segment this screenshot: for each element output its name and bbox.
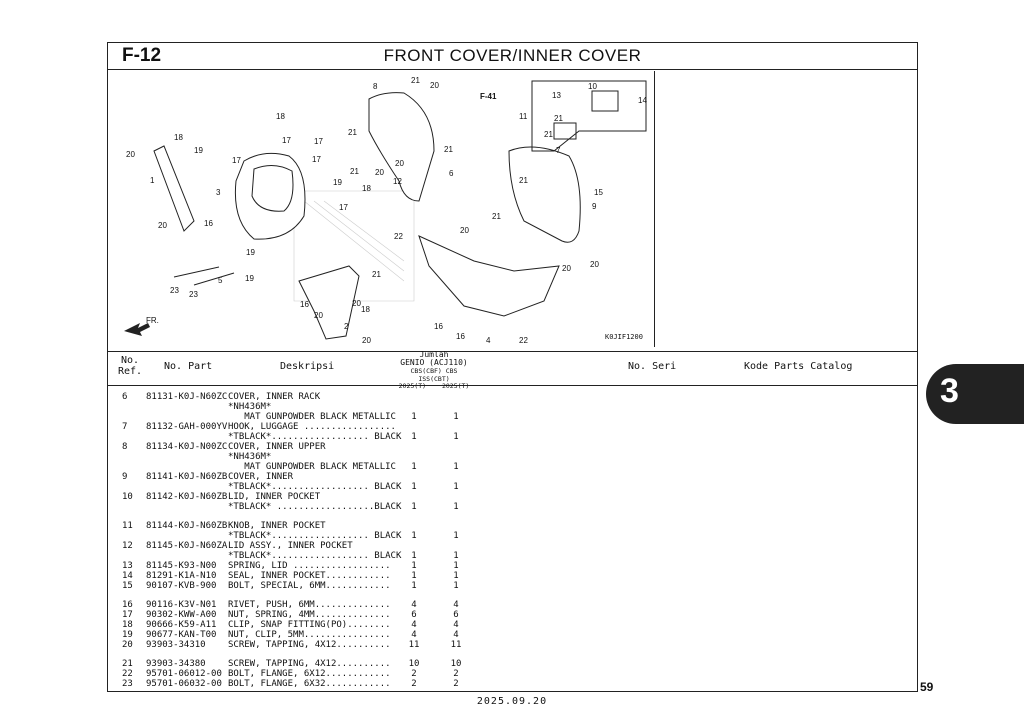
cell-ref: 11 (122, 521, 133, 531)
callout-20: 20 (562, 264, 571, 273)
page-title: FRONT COVER/INNER COVER (383, 46, 642, 65)
header-desc: Deskripsi (280, 361, 335, 372)
callout-20: 20 (352, 299, 361, 308)
callout-19: 19 (245, 274, 254, 283)
part-left-bracket (154, 146, 194, 231)
cell-description: MAT GUNPOWDER BLACK METALLIC (228, 462, 396, 472)
cell-part-number: 90107-KVB-900 (146, 581, 217, 591)
cell-part-number: 93903-34310 (146, 640, 206, 650)
cell-description: BOLT, FLANGE, 6X32............ (228, 679, 391, 689)
callout-18: 18 (362, 184, 371, 193)
cell-qty-cbs-iss: 1 (453, 502, 459, 512)
header-qty-col2-l1: CBS ISS(CBT) (418, 367, 458, 383)
cell-description: RIVET, PUSH, 6MM.............. (228, 600, 391, 610)
header-qty-col1-l2: 2025(T) (398, 382, 427, 390)
cell-description: BOLT, SPECIAL, 6MM............ (228, 581, 391, 591)
callout-18: 18 (361, 305, 370, 314)
print-date: 2025.09.20 (476, 696, 548, 707)
callout-21: 21 (411, 76, 420, 85)
header-qty-cols-2 (394, 383, 474, 390)
cell-qty-cbs-iss: 6 (453, 610, 459, 620)
callout-21: 21 (492, 212, 501, 221)
cell-qty-cbs-iss: 11 (450, 640, 462, 650)
part-inner-cover (509, 147, 580, 242)
diagram-code: K0JIF1200 (605, 333, 643, 341)
callout-20: 20 (362, 336, 371, 345)
cell-description: *TBLACK*.................. BLACK (228, 531, 402, 541)
cell-part-number: 81132-GAH-000YV (146, 422, 228, 432)
cell-qty-cbs: 2 (411, 669, 417, 679)
callout-16: 16 (456, 332, 465, 341)
header-qty-title: Jumlah (419, 350, 449, 359)
cell-ref: 12 (122, 541, 133, 551)
callout-10: 10 (588, 82, 597, 91)
cell-ref: 20 (122, 640, 133, 650)
callout-19: 19 (194, 146, 203, 155)
part-front-cover (235, 153, 305, 239)
callout-3: 3 (216, 188, 221, 197)
callout-1: 1 (150, 176, 155, 185)
header-serial: No. Seri (628, 361, 677, 372)
cell-description: SEAL, INNER POCKET............ (228, 571, 391, 581)
header-ref-line1: No. (120, 355, 140, 366)
exploded-diagram-svg (114, 71, 654, 347)
header-qty (394, 351, 474, 390)
cell-description: NUT, CLIP, 5MM................ (228, 630, 391, 640)
cell-qty-cbs-iss: 2 (453, 669, 459, 679)
cell-qty-cbs: 4 (411, 620, 417, 630)
callout-7: 7 (556, 146, 561, 155)
cell-qty-cbs-iss: 2 (453, 679, 459, 689)
cell-qty-cbs: 4 (411, 630, 417, 640)
cell-description: *NH436M* (228, 402, 272, 412)
cell-qty-cbs: 2 (411, 679, 417, 689)
cell-description: *TBLACK*.................. BLACK (228, 482, 402, 492)
callout-21: 21 (554, 114, 563, 123)
cell-qty-cbs-iss: 1 (453, 581, 459, 591)
cell-ref: 17 (122, 610, 133, 620)
header-ref (118, 355, 142, 377)
table-header (108, 350, 917, 390)
callout-14: 14 (638, 96, 647, 105)
cell-description: *TBLACK*.................. BLACK (228, 551, 402, 561)
cell-qty-cbs-iss: 10 (450, 659, 462, 669)
figure-code: F-12 (122, 45, 162, 66)
cell-part-number: 81291-K1A-N10 (146, 571, 217, 581)
cell-qty-cbs: 1 (411, 412, 417, 422)
callout-5: 5 (218, 276, 223, 285)
cell-ref: 19 (122, 630, 133, 640)
cell-part-number: 81131-K0J-N60ZC (146, 392, 228, 402)
callout-17: 17 (232, 156, 241, 165)
cell-qty-cbs-iss: 1 (453, 571, 459, 581)
cell-qty-cbs-iss: 1 (453, 432, 459, 442)
cell-qty-cbs-iss: 4 (453, 630, 459, 640)
cell-description: LID ASSY., INNER POCKET (228, 541, 353, 551)
cell-qty-cbs: 1 (411, 571, 417, 581)
header-qty-model: GENIO (ACJ110) (400, 358, 468, 367)
callout-21: 21 (544, 130, 553, 139)
cell-description: *TBLACK* ..................BLACK (228, 502, 402, 512)
callout-12: 12 (393, 177, 402, 186)
cell-description: SCREW, TAPPING, 4X12.......... (228, 640, 391, 650)
callout-6: 6 (449, 169, 454, 178)
cell-part-number: 90666-K59-A11 (146, 620, 217, 630)
callout-11: 11 (519, 112, 528, 121)
cell-description: HOOK, LUGGAGE ................. (228, 422, 396, 432)
ref-f41-label: F-41 (480, 92, 497, 101)
section-tab (926, 364, 1024, 424)
callout-2: 2 (344, 322, 349, 331)
callout-20: 20 (375, 168, 384, 177)
callout-21: 21 (372, 270, 381, 279)
cell-ref: 14 (122, 571, 133, 581)
cell-part-number: 81141-K0J-N60ZB (146, 472, 228, 482)
callout-23: 23 (189, 290, 198, 299)
callout-22: 22 (394, 232, 403, 241)
cell-description: CLIP, SNAP FITTING(PO)........ (228, 620, 391, 630)
header-qty-col2-l2: 2025(T) (441, 382, 470, 390)
callout-16: 16 (300, 300, 309, 309)
cell-qty-cbs: 1 (411, 581, 417, 591)
cell-description: MAT GUNPOWDER BLACK METALLIC (228, 412, 396, 422)
cell-ref: 21 (122, 659, 133, 669)
cell-qty-cbs: 6 (411, 610, 417, 620)
callout-17: 17 (312, 155, 321, 164)
fr-label: FR. (146, 316, 159, 325)
cell-part-number: 81144-K0J-N60ZB (146, 521, 228, 531)
cell-description: *TBLACK*.................. BLACK (228, 432, 402, 442)
cell-description: *NH436M* (228, 452, 272, 462)
callout-17: 17 (282, 136, 291, 145)
cell-qty-cbs: 1 (411, 561, 417, 571)
cell-qty-cbs: 1 (411, 482, 417, 492)
cell-part-number: 93903-34380 (146, 659, 206, 669)
callout-20: 20 (126, 150, 135, 159)
cell-qty-cbs-iss: 1 (453, 412, 459, 422)
header-qty-col1-l1: CBS(CBF) (410, 367, 442, 375)
catalog-frame (107, 42, 918, 692)
cell-part-number: 81145-K0J-N60ZA (146, 541, 228, 551)
cell-qty-cbs: 4 (411, 600, 417, 610)
callout-17: 17 (339, 203, 348, 212)
cell-ref: 8 (122, 442, 128, 452)
header-catalog: Kode Parts Catalog (744, 361, 853, 372)
cell-ref: 16 (122, 600, 133, 610)
cell-description: KNOB, INNER POCKET (228, 521, 326, 531)
cell-ref: 18 (122, 620, 133, 630)
callout-19: 19 (246, 248, 255, 257)
callout-20: 20 (314, 311, 323, 320)
cell-description: SPRING, LID .................. (228, 561, 391, 571)
cell-qty-cbs-iss: 1 (453, 531, 459, 541)
callout-9: 9 (592, 202, 597, 211)
cell-ref: 6 (122, 392, 128, 402)
exploded-diagram (114, 71, 655, 347)
callout-4: 4 (486, 336, 491, 345)
cell-ref: 9 (122, 472, 128, 482)
callout-18: 18 (174, 133, 183, 142)
cell-description: NUT, SPRING, 4MM.............. (228, 610, 391, 620)
front-arrow-icon (124, 316, 159, 336)
cell-qty-cbs-iss: 4 (453, 600, 459, 610)
callout-13: 13 (552, 91, 561, 100)
cell-ref: 22 (122, 669, 133, 679)
illustration-area (108, 69, 917, 352)
callout-20: 20 (460, 226, 469, 235)
callout-20: 20 (158, 221, 167, 230)
part-inner-lower (419, 236, 559, 316)
callout-17: 17 (314, 137, 323, 146)
cell-qty-cbs: 1 (411, 502, 417, 512)
cell-part-number: 81134-K0J-N00ZC (146, 442, 228, 452)
cell-description: COVER, INNER (228, 472, 294, 482)
callout-8: 8 (373, 82, 378, 91)
callout-15: 15 (594, 188, 603, 197)
cell-description: BOLT, FLANGE, 6X12............ (228, 669, 391, 679)
section-tab-number: 3 (940, 372, 959, 410)
cell-description: COVER, INNER UPPER (228, 442, 326, 452)
callout-20: 20 (430, 81, 439, 90)
cell-qty-cbs: 1 (411, 531, 417, 541)
callout-21: 21 (444, 145, 453, 154)
page-header (108, 43, 917, 70)
cell-description: COVER, INNER RACK (228, 392, 321, 402)
callout-20: 20 (590, 260, 599, 269)
cell-ref: 13 (122, 561, 133, 571)
cell-part-number: 95701-06032-00 (146, 679, 222, 689)
cell-qty-cbs: 1 (411, 551, 417, 561)
cell-qty-cbs-iss: 1 (453, 462, 459, 472)
callout-21: 21 (348, 128, 357, 137)
cell-part-number: 90116-K3V-N01 (146, 600, 217, 610)
cell-ref: 10 (122, 492, 133, 502)
cell-part-number: 90302-KWW-A00 (146, 610, 217, 620)
cell-qty-cbs-iss: 1 (453, 561, 459, 571)
header-qty-cols (394, 367, 474, 383)
callout-23: 23 (170, 286, 179, 295)
cell-part-number: 90677-KAN-T00 (146, 630, 217, 640)
cell-qty-cbs-iss: 1 (453, 482, 459, 492)
cell-qty-cbs: 10 (408, 659, 420, 669)
cell-ref: 7 (122, 422, 128, 432)
header-part: No. Part (164, 361, 213, 372)
cell-ref: 23 (122, 679, 133, 689)
callout-19: 19 (333, 178, 342, 187)
callout-21: 21 (350, 167, 359, 176)
header-ref-line2: Ref. (118, 366, 143, 377)
cell-qty-cbs: 1 (411, 432, 417, 442)
cell-part-number: 95701-06012-00 (146, 669, 222, 679)
callout-22: 22 (519, 336, 528, 345)
cell-ref: 15 (122, 581, 133, 591)
cell-qty-cbs-iss: 1 (453, 551, 459, 561)
part-pocket-lid-box (532, 81, 646, 151)
callout-16: 16 (204, 219, 213, 228)
callout-16: 16 (434, 322, 443, 331)
cell-qty-cbs: 11 (408, 640, 420, 650)
cell-part-number: 81142-K0J-N60ZB (146, 492, 228, 502)
callout-20: 20 (395, 159, 404, 168)
callout-18: 18 (276, 112, 285, 121)
part-bolts (174, 267, 234, 285)
cell-part-number: 81145-K93-N00 (146, 561, 217, 571)
cell-qty-cbs-iss: 4 (453, 620, 459, 630)
page-number: 59 (920, 680, 934, 694)
cell-description: SCREW, TAPPING, 4X12.......... (228, 659, 391, 669)
cell-description: LID, INNER POCKET (228, 492, 321, 502)
callout-21: 21 (519, 176, 528, 185)
cell-qty-cbs: 1 (411, 462, 417, 472)
